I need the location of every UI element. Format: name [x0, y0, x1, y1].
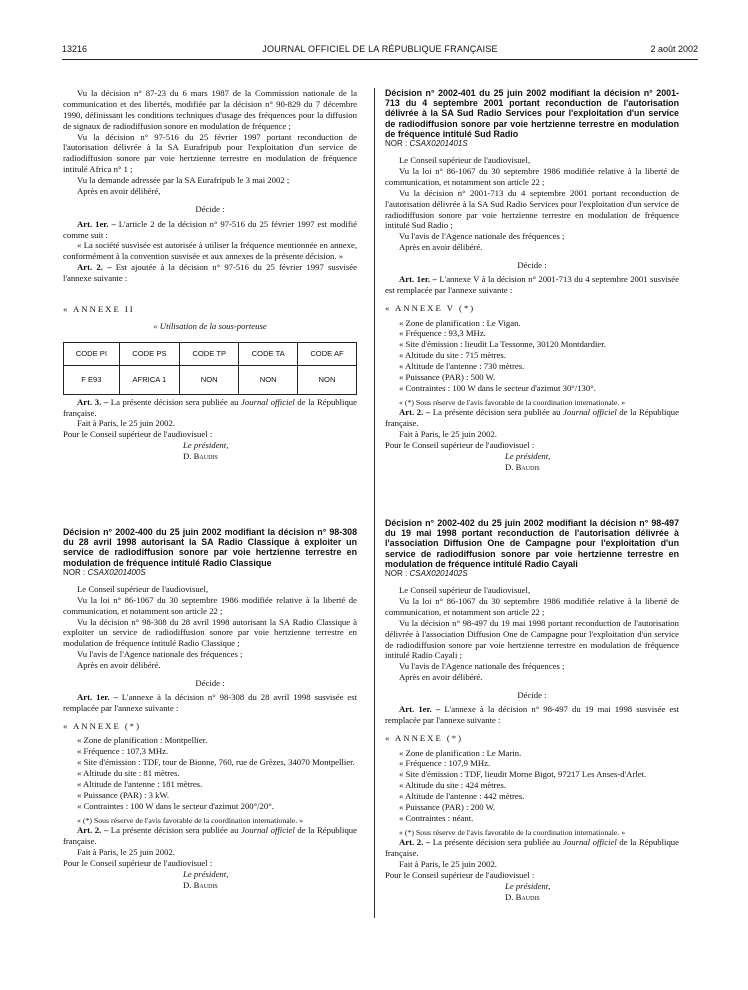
table-row: [64, 365, 357, 394]
table-cell: AFRICA 1: [119, 365, 179, 394]
page-header: [62, 44, 698, 58]
journal-title: JOURNAL OFFICIEL DE LA RÉPUBLIQUE FRANÇAISE: [262, 44, 498, 54]
table-header-cell: CODE TA: [239, 342, 298, 365]
article-2: Art. 2. – La présente décision sera publiée au Journal officiel de la République française.: [385, 407, 680, 429]
visa-paragraph: Le Conseil supérieur de l'audiovisuel,: [77, 583, 209, 594]
signatory-name: D. Baudis: [183, 451, 218, 461]
annex-subtitle: « Utilisation de la sous-porteuse: [153, 320, 267, 331]
article-2: Art. 2. – La présente décision sera publiée au Journal officiel de la République française.: [63, 825, 358, 847]
table-header-cell: CODE PI: [64, 342, 120, 365]
annex-item: « Zone de planification : Le Marin.: [399, 747, 522, 758]
visa-paragraph: Vu l'avis de l'Agence nationale des fréquences ;: [399, 231, 565, 242]
signatory-name: D. Baudis: [505, 891, 540, 902]
table-header-cell: CODE AF: [297, 342, 356, 365]
table-cell: NON: [297, 365, 356, 394]
decision-title: Décision n° 2002-402 du 25 juin 2002 modifiant la décision n° 98-497 du 19 mai 1998 portant reconduction de l'autorisation délivrée à l'association Diffusion One de Campagne pour l'exploitation d'un service de radiodiffusion sonore par voie hertzienne terrestre en modulation de fréquence intitulé Radio Cayali: [385, 518, 679, 569]
decision-title: Décision n° 2002-401 du 25 juin 2002 modifiant la décision n° 2001-713 du 4 septembre 2001 portant reconduction de l'autorisation délivrée à la SA Sud Radio Services pour l'exploitation d'un service de radiodiffusion sonore par voie hertzienne terrestre en modulation de fréquence intitulé Sud Radio: [385, 88, 679, 139]
annex-title: « ANNEXE (*): [63, 720, 142, 731]
table-cell: NON: [180, 365, 239, 394]
decision-2002-401: [385, 88, 679, 473]
done-at: Fait à Paris, le 25 juin 2002.: [77, 847, 175, 858]
issue-date: 2 août 2002: [650, 44, 698, 54]
visa-paragraph: Vu la décision n° 98-497 du 19 mai 1998 portant reconduction de l'autorisation délivrée à l'association Diffusion One de Campagne pour l'exploitation d'un service de radiodiffusion sonore par voie hertzienne terrestre en modulation de fréquence intitulé Radio Cayali ;: [385, 617, 679, 661]
visa-paragraph: Vu la loi n° 86-1067 du 30 septembre 1986 modifiée relative à la liberté de communication, et notamment son article 22 ;: [63, 594, 357, 616]
article-1: Art. 1er. – L'annexe à la décision n° 98-308 du 28 avril 1998 susvisée est remplacée par l'annexe suivante :: [63, 691, 357, 713]
signatory-name: D. Baudis: [505, 461, 540, 472]
header-rule: [62, 59, 698, 60]
visa-paragraph: Vu la décision n° 2001-713 du 4 septembre 2001 portant reconduction de l'autorisation délivrée à la SA Sud Radio Services pour l'exploitation d'un service de radiodiffusion sonore par voie hertzienne terrestre en modulation de fréquence intitulé Sud Radio ;: [385, 187, 679, 231]
annex-item: « Altitude de l'antenne : 442 mètres.: [399, 791, 525, 802]
article-1: Art. 1er. – L'annexe V à la décision n° 2001-713 du 4 septembre 2001 susvisée est remplacée par l'annexe suivante :: [385, 273, 679, 295]
annex-item: « Site d'émission : TDF, tour de Bionne, 760, rue de Grèzes, 34070 Montpellier.: [77, 757, 355, 768]
table-cell: F E93: [64, 365, 120, 394]
article-3: Art. 3. – La présente décision sera publiée au Journal officiel de la République française.: [63, 396, 358, 418]
article-1: Art. 1er. – L'annexe à la décision n° 98-497 du 19 mai 1998 susvisée est remplacée par l'annexe suivante :: [385, 703, 679, 725]
annex-item: « Puissance (PAR) : 3 kW.: [77, 789, 170, 800]
signature-line: Pour le Conseil supérieur de l'audiovisuel :: [63, 857, 213, 868]
decision-2002-400: [63, 527, 357, 891]
annex-title: « ANNEXE II: [63, 303, 135, 314]
annex-item: « Altitude du site : 715 mètres.: [399, 350, 506, 361]
signatory-title: Le président,: [505, 450, 551, 461]
visa-paragraph: Vu la décision n° 87-23 du 6 mars 1987 de la Commission nationale de la communication et des libertés, modifiée par la décision n° 90-829 du 7 décembre 1990, définissant les conditions techniques d'usage des fréquences pour la diffusion de signaux de radiodiffusion sonore en modulation de fréquence ;: [63, 88, 357, 131]
visa-paragraph: Le Conseil supérieur de l'audiovisuel,: [399, 585, 531, 596]
annex-note: « (*) Sous réserve de l'avis favorable de la coordination internationale. »: [399, 827, 626, 837]
annex-item: « Altitude du site : 424 mètres.: [399, 780, 506, 791]
left-column-top: [63, 88, 357, 462]
visa-paragraph: Le Conseil supérieur de l'audiovisuel,: [399, 155, 531, 166]
signatory-title: Le président,: [505, 880, 551, 891]
annex-item: « Fréquence : 107,3 MHz.: [77, 746, 169, 757]
visa-paragraph: Vu la décision n° 98-308 du 28 avril 1998 autorisant la SA Radio Classique à exploiter un service de radiodiffusion sonore par voie hertzienne terrestre en modulation de fréquence intitulé Radio Classique ;: [63, 616, 357, 649]
annex-item: « Contraintes : 100 W dans le secteur d'azimut 200°/20°.: [77, 800, 274, 811]
annex-item: « Zone de planification : Montpellier.: [77, 735, 208, 746]
table-cell: NON: [239, 365, 298, 394]
signature-line: Pour le Conseil supérieur de l'audiovisuel :: [385, 440, 535, 451]
annex-item: « Fréquence : 107,9 MHz.: [399, 758, 491, 769]
column-divider: [374, 88, 375, 918]
annex-note: « (*) Sous réserve de l'avis favorable de la coordination internationale. »: [399, 397, 626, 407]
decide-heading: Décide :: [195, 203, 225, 214]
nor-reference: NOR : CSAX0201401S: [385, 139, 468, 149]
visa-paragraph: Vu la loi n° 86-1067 du 30 septembre 1986 modifiée relative à la liberté de communication, et notamment son article 22 ;: [385, 166, 679, 187]
annex-item: « Altitude de l'antenne : 181 mètres.: [77, 778, 203, 789]
article-1-quote: « La société susvisée est autorisée à utiliser la fréquence mentionnée en annexe, conformément à la convention susvisée et aux annexes de la présente décision. »: [63, 240, 357, 262]
nor-reference: NOR : CSAX0201402S: [385, 569, 468, 579]
annex-item: « Altitude du site : 81 mètres.: [77, 768, 180, 779]
visa-paragraph: Après en avoir délibéré.: [399, 672, 483, 683]
signatory-title: Le président,: [183, 440, 229, 451]
nor-reference: NOR : CSAX0201400S: [63, 567, 146, 577]
annex-item: « Altitude de l'antenne : 730 mètres.: [399, 361, 525, 372]
decision-title: Décision n° 2002-400 du 25 juin 2002 modifiant la décision n° 98-308 du 28 avril 1998 autorisant la SA Radio Classique à exploiter un service de radiodiffusion sonore par voie hertzienne terrestre en modulation de fréquence intitulé Radio Classique: [63, 527, 357, 568]
visa-paragraph: Vu l'avis de l'Agence nationale des fréquences ;: [399, 661, 565, 672]
visa-paragraph: Vu la décision n° 97-516 du 25 février 1997 portant reconduction de l'autorisation délivrée à la SA Eurafripub pour l'exploitation d'un service de radiodiffusion sonore par voie hertzienne terrestre en modulation de fréquence intitulé Africa n° 1 ;: [63, 131, 357, 175]
visa-paragraph: Vu la loi n° 86-1067 du 30 septembre 1986 modifiée relative à la liberté de communication, et notamment son article 22 ;: [385, 596, 679, 617]
decision-2002-402: [385, 518, 679, 903]
signature-line: Pour le Conseil supérieur de l'audiovisuel :: [63, 429, 213, 440]
decide-heading: Décide :: [195, 677, 225, 688]
annex-title: « ANNEXE V (*): [385, 302, 476, 313]
annex-item: « Puissance (PAR) : 200 W.: [399, 801, 496, 812]
article-1: Art. 1er. – L'article 2 de la décision n° 97-516 du 25 février 1997 est modifié comme suit :: [63, 218, 357, 240]
annex-item: « Contraintes : 100 W dans le secteur d'azimut 30°/130°.: [399, 382, 596, 393]
table-header-cell: CODE TP: [180, 342, 239, 365]
annex-item: « Site d'émission : lieudit La Tessonne, 30120 Montdardier.: [399, 339, 606, 350]
subcarrier-table: [63, 342, 357, 395]
visa-paragraph: Vu la demande adressée par la SA Eurafripub le 3 mai 2002 ;: [77, 175, 290, 185]
annex-item: « Zone de planification : Le Vigan.: [399, 317, 521, 328]
done-at: Fait à Paris, le 25 juin 2002.: [399, 429, 497, 440]
done-at: Fait à Paris, le 25 juin 2002.: [399, 859, 497, 870]
article-2: Art. 2. – La présente décision sera publiée au Journal officiel de la République française.: [385, 837, 680, 859]
done-at: Fait à Paris, le 25 juin 2002.: [77, 418, 175, 429]
annex-item: « Fréquence : 93,3 MHz.: [399, 328, 486, 339]
decide-heading: Décide :: [517, 260, 547, 271]
page-number: 13216: [62, 44, 88, 54]
signature-line: Pour le Conseil supérieur de l'audiovisuel :: [385, 870, 535, 881]
article-2: Art. 2. – Est ajoutée à la décision n° 97-516 du 25 février 1997 susvisée l'annexe suivante :: [63, 262, 357, 283]
signatory-title: Le président,: [183, 868, 229, 879]
visa-paragraph: Après en avoir délibéré.: [399, 242, 483, 253]
visa-paragraph: Après en avoir délibéré.: [77, 660, 161, 671]
signatory-name: D. Baudis: [183, 879, 218, 890]
table-header-row: [64, 342, 357, 365]
annex-title: « ANNEXE (*): [385, 732, 464, 743]
annex-item: « Puissance (PAR) : 500 W.: [399, 371, 496, 382]
visa-paragraph: Vu l'avis de l'Agence nationale des fréquences ;: [77, 649, 243, 660]
visa-paragraph: Après en avoir délibéré,: [77, 185, 161, 196]
table-header-cell: CODE PS: [119, 342, 179, 365]
decide-heading: Décide :: [517, 690, 547, 701]
annex-item: « Contraintes : néant.: [399, 812, 474, 823]
annex-note: « (*) Sous réserve de l'avis favorable de la coordination internationale. »: [77, 815, 304, 825]
annex-item: « Site d'émission : TDF, lieudit Morne Bigot, 97217 Les Anses-d'Arlet.: [399, 769, 647, 780]
